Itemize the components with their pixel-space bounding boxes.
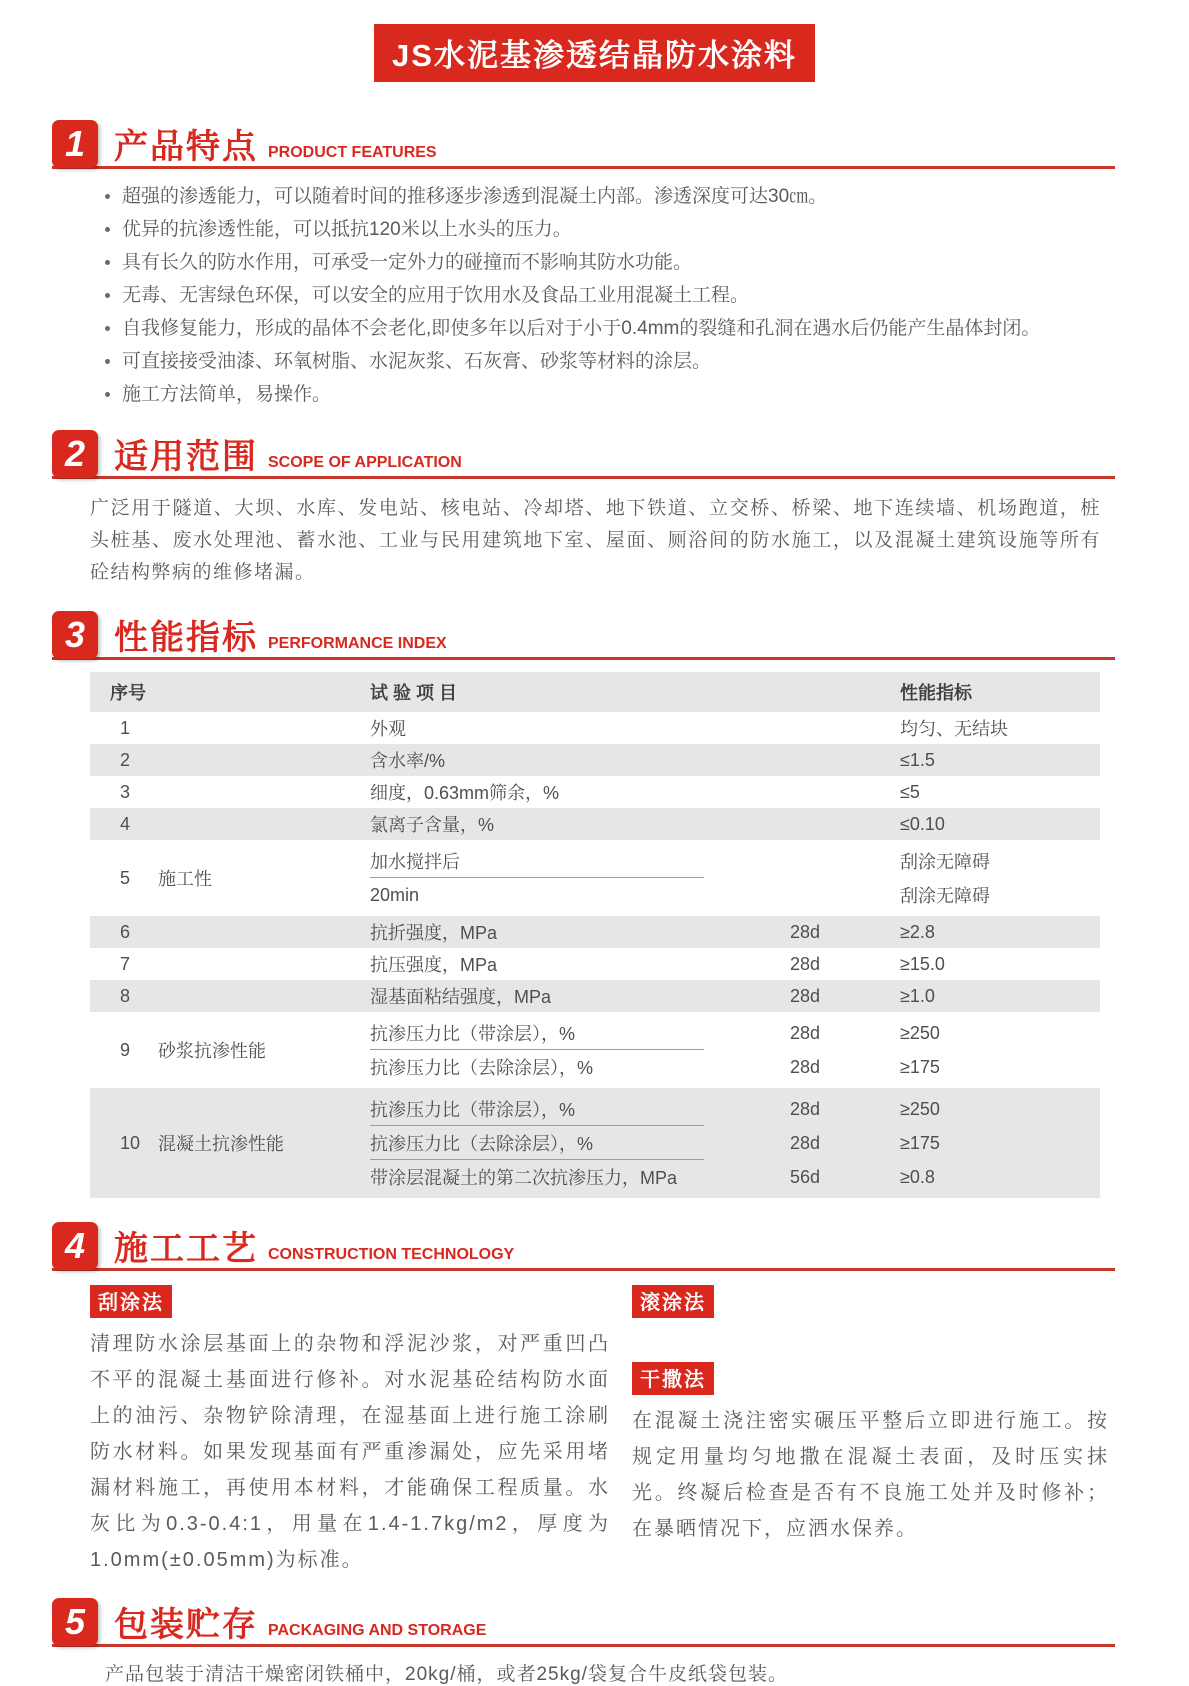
section-4-number: 4 [52,1222,98,1270]
method-paragraph-dry: 在混凝土浇注密实碾压平整后立即进行施工。按规定用量均匀地撒在混凝土表面，及时压实抹光。终凝后检查是否有不良施工处并及时修补；在暴晒情况下，应洒水保养。 [632,1410,1109,1540]
cell-index: ≤0.10 [900,813,945,834]
cell-index: ≥1.0 [900,985,935,1006]
feature-bullet: 具有长久的防水作用，可承受一定外力的碰撞而不影响其防水功能。 [105,249,1129,276]
cell-name: 抗渗压力比（带涂层），% [370,1024,576,1044]
cell-name: 氯离子含量，% [370,815,495,835]
cell-name: 抗压强度，MPa [370,955,498,975]
table-row [90,948,1100,980]
cell-no: 10 [120,1132,141,1153]
feature-bullet: 可直接接受油漆、环氧树脂、水泥灰浆、石灰膏、砂浆等材料的涂层。 [105,348,1129,375]
cell-name: 抗折强度，MPa [370,923,498,943]
cell-index: 刮涂无障碍 [900,852,990,872]
cell-no: 4 [120,813,131,834]
cell-no: 2 [120,749,131,770]
cell-no: 1 [120,717,131,738]
table-row [90,1012,1100,1088]
section-2-number: 2 [52,430,98,478]
method-badge-roll: 滚涂法 [632,1285,714,1318]
cell-index: ≤5 [900,781,920,802]
table-row [90,916,1100,948]
method-badge-dry: 干撒法 [632,1362,714,1395]
section-5-title: 包装贮存 [114,1606,258,1644]
method-right-column [632,1285,1109,1578]
table-row [90,808,1100,840]
method-dry [632,1362,1109,1547]
cell-index: 均匀、无结块 [900,719,1008,739]
section-2-title: 适用范围 [114,438,258,476]
cell-group: 混凝土抗渗性能 [158,1134,284,1154]
cell-index: ≥250 [900,1022,940,1043]
table-row [90,744,1100,776]
cell-age: 56d [790,1166,821,1187]
section-5-header [52,1598,1115,1647]
cell-name: 含水率/% [370,751,446,771]
cell-name: 抗渗压力比（去除涂层），% [370,1134,594,1154]
cell-name: 细度，0.63mm筛余，% [370,783,560,803]
cell-no: 9 [120,1039,131,1060]
section-5-number: 5 [52,1598,98,1646]
cell-no: 5 [120,867,131,888]
cell-index: ≥250 [900,1098,940,1119]
section-3-header [52,611,1115,660]
cell-name: 抗渗压力比（去除涂层），% [370,1058,594,1078]
section-4-subtitle: CONSTRUCTION TECHNOLOGY [268,1246,515,1263]
method-scrape [90,1285,610,1578]
table-header-row [90,672,1100,712]
cell-group: 施工性 [158,869,212,889]
table-row [90,1088,1100,1198]
cell-no: 6 [120,921,131,942]
cell-age: 28d [790,1056,821,1077]
cell-age: 28d [790,1132,821,1153]
method-roll [632,1285,1109,1318]
section-4-header [52,1222,1115,1271]
section-5-subtitle: PACKAGING AND STORAGE [268,1622,487,1639]
cell-age: 28d [790,921,821,942]
cell-group: 砂浆抗渗性能 [158,1041,266,1061]
cell-index: ≥2.8 [900,921,935,942]
section-2-subtitle: SCOPE OF APPLICATION [268,454,462,471]
table-row [90,840,1100,916]
cell-index: ≥0.8 [900,1166,935,1187]
table-row [90,980,1100,1012]
header-no: 序号 [110,683,146,703]
section-3-subtitle: PERFORMANCE INDEX [268,635,447,652]
header-index: 性能指标 [900,683,972,703]
feature-bullet: 施工方法简单，易操作。 [105,381,1129,408]
section-2-header [52,430,1115,479]
feature-bullet: 自我修复能力，形成的晶体不会老化,即使多年以后对于小于0.4mm的裂缝和孔洞在遇水后仍能产生晶体封闭。 [105,315,1129,342]
performance-table [90,672,1100,1198]
scope-paragraph: 广泛用于隧道、大坝、水库、发电站、核电站、冷却塔、地下铁道、立交桥、桥梁、地下连续墙、机场跑道，桩头桩基、废水处理池、蓄水池、工业与民用建筑地下室、屋面、厕浴间的防水施工，以及混凝土建筑设施等所有砼结构弊病的维修堵漏。 [90,498,1101,583]
feature-bullet: 无毒、无害绿色环保，可以安全的应用于饮用水及食品工业用混凝土工程。 [105,282,1129,309]
feature-bullet: 优异的抗渗透性能，可以抵抗120米以上水头的压力。 [105,216,1129,243]
cell-no: 8 [120,985,131,1006]
cell-no: 7 [120,953,131,974]
cell-age: 28d [790,953,821,974]
method-badge-scrape: 刮涂法 [90,1285,172,1318]
section-1-subtitle: PRODUCT FEATURES [268,144,437,161]
cell-age: 28d [790,985,821,1006]
cell-name: 抗渗压力比（带涂层），% [370,1100,576,1120]
cell-index: ≥15.0 [900,953,945,974]
section-4-title: 施工工艺 [114,1230,258,1268]
section-3-number: 3 [52,611,98,659]
cell-name: 外观 [370,719,406,739]
packaging-paragraph: 产品包装于清洁干燥密闭铁桶中，20kg/桶，或者25kg/袋复合牛皮纸袋包装。 [105,1664,788,1685]
feature-list [105,183,1129,408]
cell-name: 20min [370,884,420,905]
section-1-number: 1 [52,120,98,168]
cell-index: ≥175 [900,1132,940,1153]
cell-name: 湿基面粘结强度，MPa [370,987,552,1007]
feature-bullet: 超强的渗透能力，可以随着时间的推移逐步渗透到混凝土内部。渗透深度可达30㎝。 [105,183,1129,210]
header-item: 试 验 项 目 [370,683,458,703]
method-paragraph-scrape: 清理防水涂层基面上的杂物和浮泥沙浆，对严重凹凸不平的混凝土基面进行修补。对水泥基砼结构防水面上的油污、杂物铲除清理，在湿基面上进行施工涂刷防水材料。如果发现基面有严重渗漏处，应先采用堵漏材料施工，再使用本材料，才能确保工程质量。水灰比为0.3-0.4:1，用量在1.4-1.7kg/m2，厚度为1.0mm(±0.05mm)为标准。 [90,1333,610,1571]
cell-index: ≤1.5 [900,749,935,770]
table-row [90,712,1100,744]
construction-methods [90,1285,1109,1578]
cell-name: 加水搅拌后 [370,852,460,872]
cell-no: 3 [120,781,131,802]
doc-title: JS水泥基渗透结晶防水涂料 [374,24,815,82]
section-1-header [52,120,1115,169]
table-row [90,776,1100,808]
section-1-title: 产品特点 [114,128,258,166]
cell-index: 刮涂无障碍 [900,886,990,906]
cell-name: 带涂层混凝土的第二次抗渗压力，MPa [370,1168,678,1188]
cell-age: 28d [790,1022,821,1043]
cell-index: ≥175 [900,1056,940,1077]
section-3-title: 性能指标 [114,619,258,657]
cell-age: 28d [790,1098,821,1119]
